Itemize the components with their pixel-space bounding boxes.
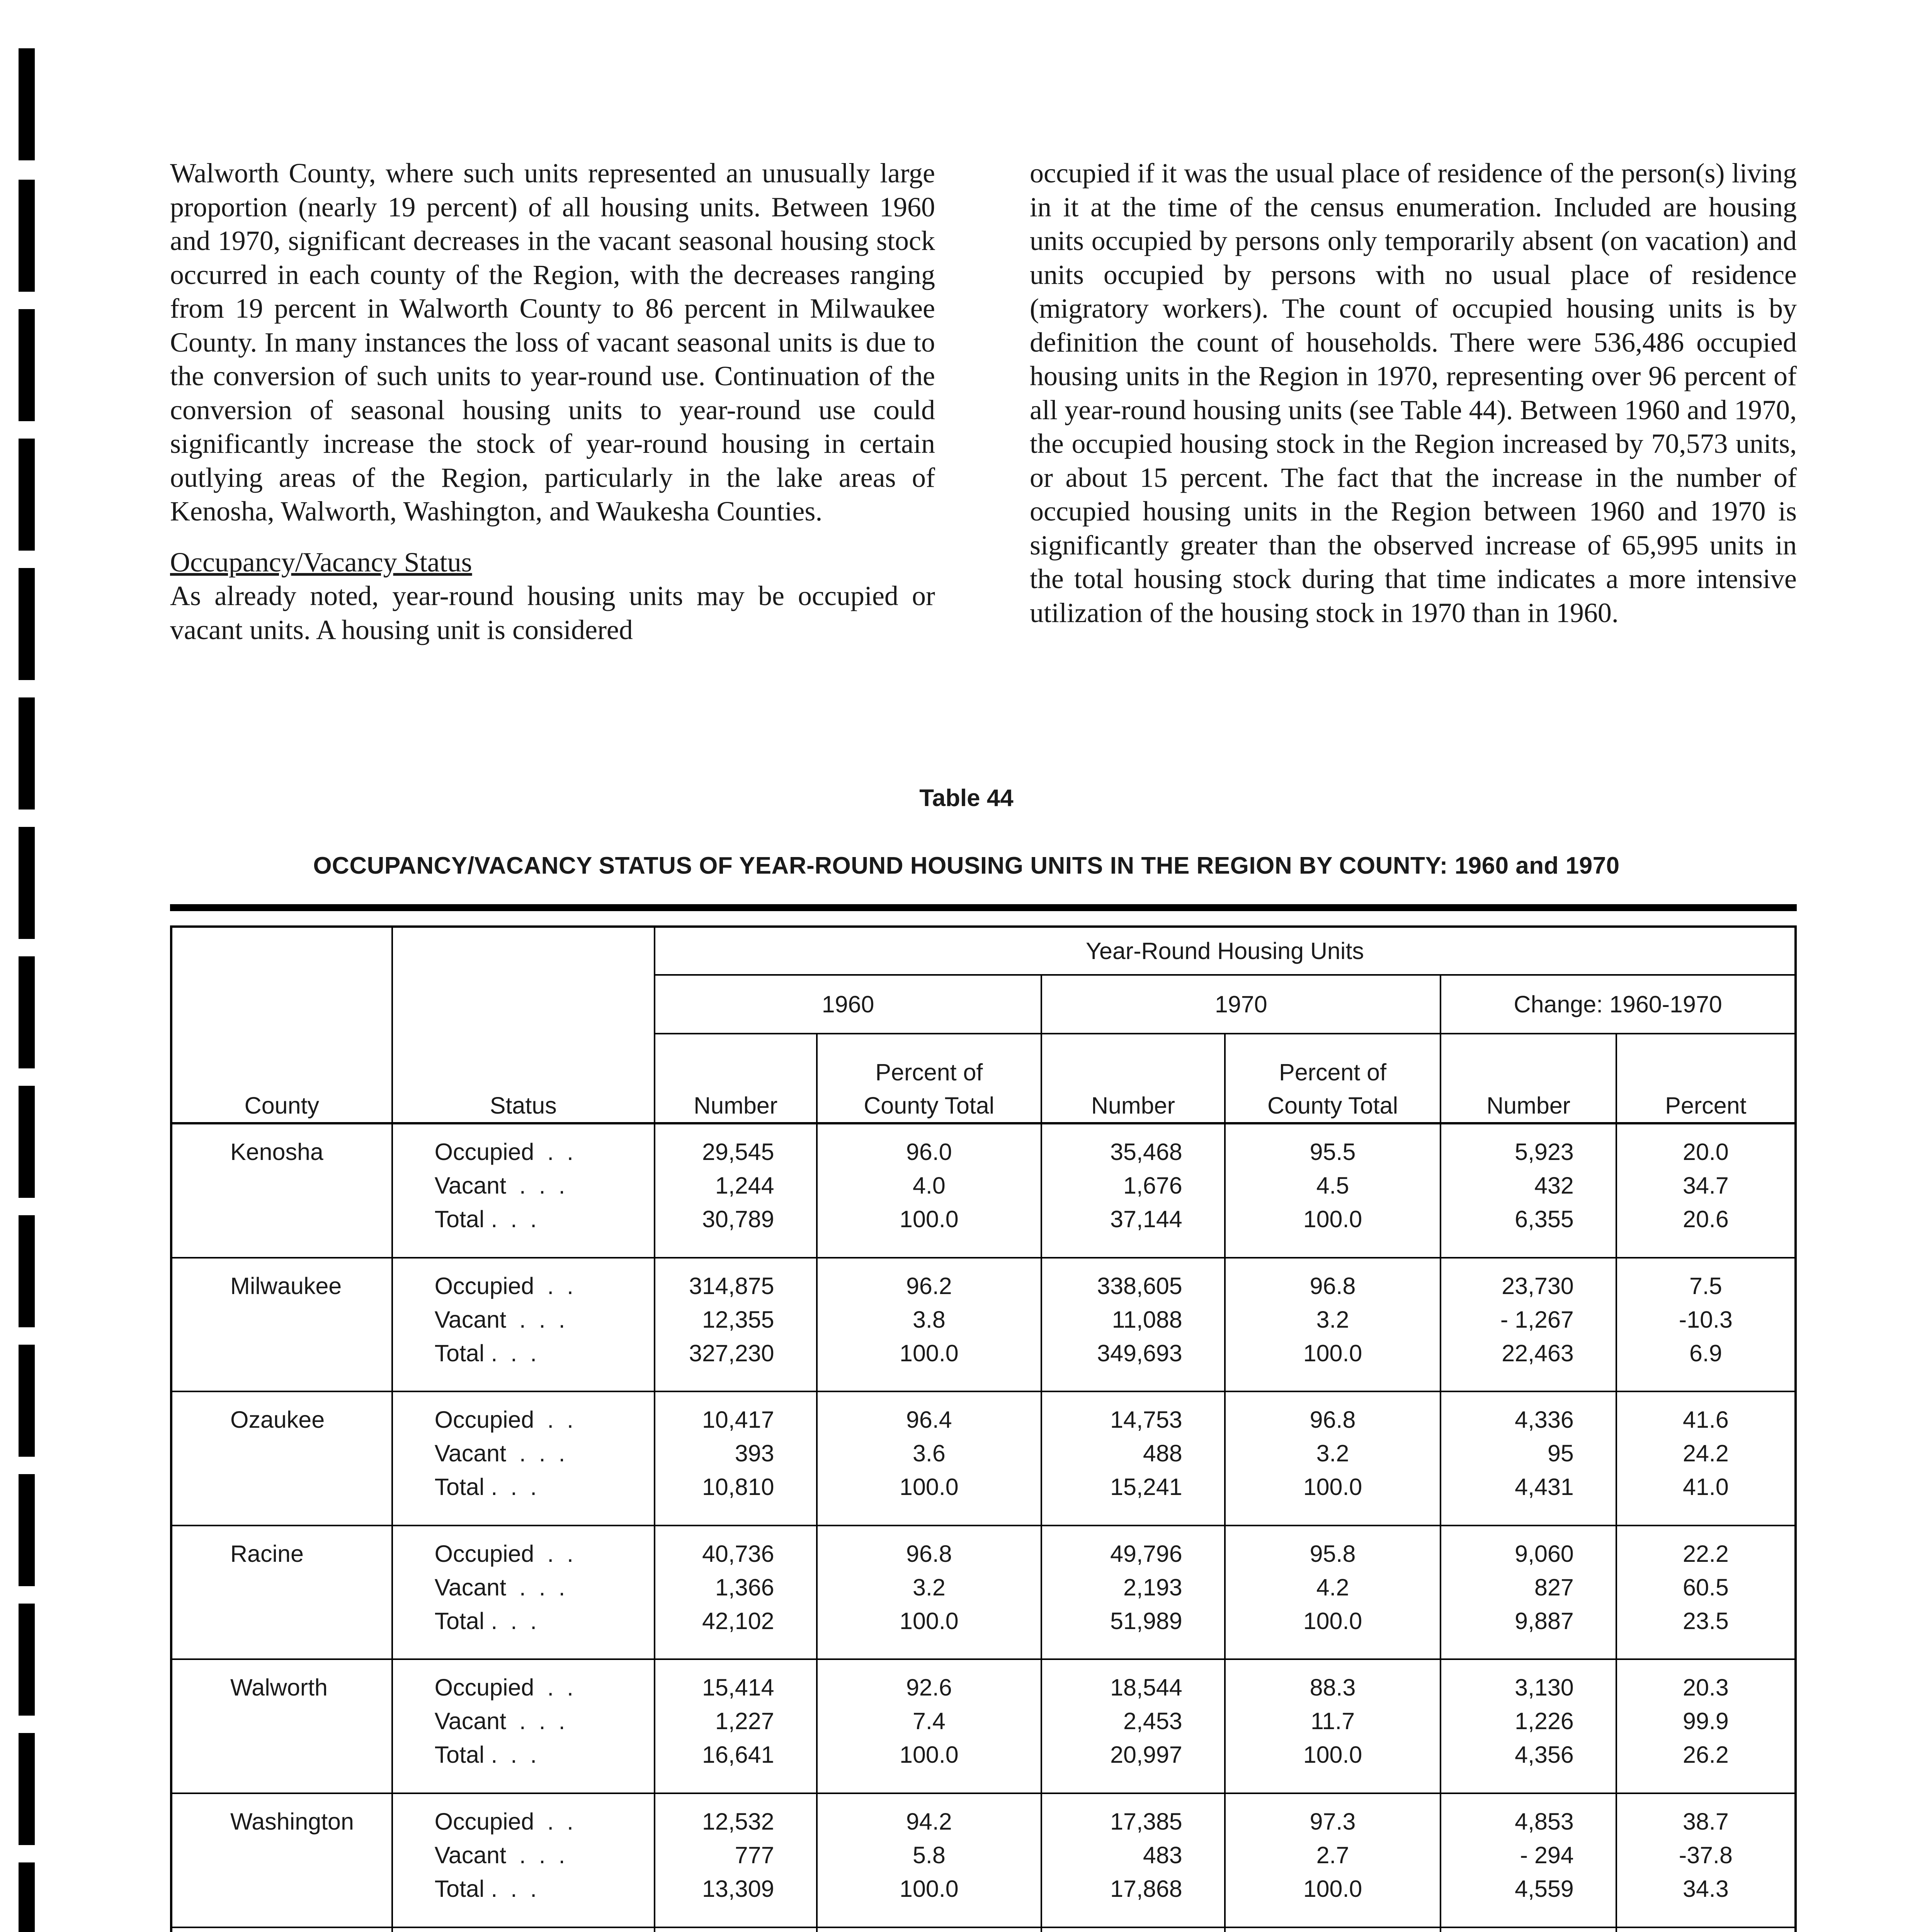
- binding-mark: [19, 568, 35, 680]
- header-percent-1970: [1225, 1034, 1441, 1123]
- value-cell-n1970: [1041, 1927, 1225, 1932]
- cell-value: 1,366: [715, 1574, 774, 1600]
- value-cell-cn: [1440, 1793, 1616, 1927]
- cell-value: 16,641: [702, 1742, 774, 1768]
- binding-mark: [19, 956, 35, 1068]
- cell-value: 6.9: [1689, 1340, 1722, 1366]
- status-label: Total . . .: [434, 1474, 537, 1500]
- cell-value: 100.0: [1303, 1876, 1362, 1902]
- status-label: Vacant . . .: [434, 1708, 565, 1735]
- cell-value: - 1,267: [1500, 1306, 1574, 1333]
- body-paragraph: occupied if it was the usual place of residence of the person(s) living in it at the time of the census enumeration. Included are housing units occupied by persons only temporarily absent (on vacation) and units occupied by persons with no usual place of residence (migratory workers). The count of occupied housing units is by definition the count of households. There were 536,486 occupied housing units in the Region in 1970, representing over 96 percent of all year-round housing units (see Table 44). Between 1960 and 1970, the occupied housing stock in the Region increased by 70,573 units, or about 15 percent. The fact that the increase in the number of occupied housing units in the Region between 1960 and 1970 is significantly greater than the observed increase of 65,995 units in the total housing stock during that time indicates a more intensive utilization of the housing stock in 1970 than in 1960.: [1030, 158, 1797, 628]
- cell-value: 100.0: [1303, 1206, 1362, 1232]
- cell-value: 20.6: [1683, 1206, 1729, 1232]
- value-cell-p1960: [817, 1391, 1042, 1526]
- cell-value: 4.2: [1316, 1574, 1349, 1600]
- header-percent-line2: County Total: [864, 1092, 995, 1119]
- binding-mark: [19, 1086, 35, 1198]
- status-label: Occupied . .: [434, 1406, 574, 1433]
- status-label: Vacant . . .: [434, 1306, 565, 1333]
- cell-value: -37.8: [1679, 1842, 1733, 1869]
- value-cell-p1960: [817, 1793, 1042, 1927]
- header-status: Status: [392, 1034, 655, 1123]
- cell-value: 23,730: [1502, 1272, 1574, 1299]
- value-cell-n1970: [1041, 1391, 1225, 1526]
- binding-mark: [19, 1215, 35, 1327]
- status-label: Total . . .: [434, 1607, 537, 1634]
- cell-value: - 294: [1520, 1842, 1574, 1869]
- cell-value: 20,997: [1110, 1742, 1182, 1768]
- status-label: Occupied . .: [434, 1272, 574, 1299]
- cell-value: 37,144: [1110, 1206, 1182, 1232]
- cell-value: 49,796: [1110, 1540, 1182, 1567]
- cell-value: 3.2: [1316, 1306, 1349, 1333]
- table-title: OCCUPANCY/VACANCY STATUS OF YEAR-ROUND HOUSING UNITS IN THE REGION BY COUNTY: 1960 and 1970: [313, 852, 1620, 879]
- status-cell: [392, 1793, 655, 1927]
- cell-value: 24.2: [1683, 1440, 1729, 1467]
- binding-mark: [19, 439, 35, 551]
- cell-value: 4.5: [1316, 1172, 1349, 1199]
- binding-mark: [19, 1345, 35, 1457]
- status-label: Total . . .: [434, 1742, 537, 1768]
- value-cell-n1960: [655, 1391, 817, 1526]
- value-cell-cp: [1616, 1659, 1796, 1793]
- cell-value: 22,463: [1502, 1340, 1574, 1366]
- value-cell-cp: [1616, 1793, 1796, 1927]
- left-text-column: [170, 156, 935, 647]
- cell-value: 22.2: [1683, 1540, 1729, 1567]
- binding-mark: [19, 827, 35, 939]
- header-blank: [171, 975, 392, 1034]
- cell-value: 5.8: [912, 1842, 946, 1869]
- cell-value: 327,230: [689, 1340, 774, 1366]
- cell-value: 40,736: [702, 1540, 774, 1567]
- value-cell-p1960: [817, 1659, 1042, 1793]
- value-cell-cp: [1616, 1391, 1796, 1526]
- header-percent-line1: Percent of: [875, 1059, 983, 1085]
- value-cell-n1960: [655, 1793, 817, 1927]
- binding-mark: [19, 180, 35, 292]
- county-name: Racine: [171, 1526, 392, 1660]
- value-cell-p1960: [817, 1123, 1042, 1258]
- value-cell-cp: [1616, 1123, 1796, 1258]
- value-cell-p1970: [1225, 1927, 1441, 1932]
- cell-value: 3.2: [912, 1574, 946, 1600]
- cell-value: 777: [735, 1842, 774, 1869]
- cell-value: 12,355: [702, 1306, 774, 1333]
- value-cell-cp: [1616, 1526, 1796, 1660]
- header-percent-1960: [817, 1034, 1042, 1123]
- cell-value: 99.9: [1683, 1708, 1729, 1735]
- cell-value: 100.0: [900, 1340, 959, 1366]
- binding-mark: [19, 1862, 35, 1932]
- value-cell-cn: [1440, 1123, 1616, 1258]
- cell-value: 100.0: [900, 1607, 959, 1634]
- table-row: [171, 1927, 1796, 1932]
- binding-mark: [19, 1733, 35, 1845]
- value-cell-p1960: [817, 1927, 1042, 1932]
- value-cell-p1970: [1225, 1526, 1441, 1660]
- cell-value: 10,417: [702, 1406, 774, 1433]
- binding-mark: [19, 1604, 35, 1716]
- value-cell-n1960: [655, 1258, 817, 1392]
- county-name: Ozaukee: [171, 1391, 392, 1526]
- status-cell: [392, 1927, 655, 1932]
- status-cell: [392, 1391, 655, 1526]
- value-cell-n1960: [655, 1659, 817, 1793]
- county-name: [171, 1927, 392, 1932]
- cell-value: 96.8: [1310, 1406, 1356, 1433]
- table-top-rule: [170, 904, 1797, 911]
- status-label: Total . . .: [434, 1876, 537, 1902]
- header-percent-line1: Percent of: [1279, 1059, 1387, 1085]
- cell-value: 432: [1534, 1172, 1574, 1199]
- header-1960: 1960: [655, 975, 1041, 1034]
- status-cell: [392, 1659, 655, 1793]
- cell-value: 488: [1143, 1440, 1182, 1467]
- status-label: Vacant . . .: [434, 1842, 565, 1869]
- cell-value: 1,244: [715, 1172, 774, 1199]
- cell-value: 7.4: [912, 1708, 946, 1735]
- status-cell: [392, 1526, 655, 1660]
- cell-value: 29,545: [702, 1139, 774, 1165]
- cell-value: 35,468: [1110, 1139, 1182, 1165]
- cell-value: 34.7: [1683, 1172, 1729, 1199]
- cell-value: 100.0: [1303, 1742, 1362, 1768]
- county-name: Washington: [171, 1793, 392, 1927]
- status-label: Vacant . . .: [434, 1574, 565, 1600]
- cell-value: 100.0: [1303, 1340, 1362, 1366]
- table-row: [171, 1526, 1796, 1660]
- cell-value: 17,868: [1110, 1876, 1182, 1902]
- cell-value: 88.3: [1310, 1674, 1356, 1701]
- cell-value: 34.3: [1683, 1876, 1729, 1902]
- value-cell-cn: [1440, 1526, 1616, 1660]
- section-subheading: Occupancy/Vacancy Status: [170, 546, 472, 578]
- value-cell-cn: [1440, 1659, 1616, 1793]
- header-percent-change: Percent: [1616, 1034, 1796, 1123]
- value-cell-n1960: [655, 1123, 817, 1258]
- cell-value: 96.4: [906, 1406, 952, 1433]
- value-cell-n1970: [1041, 1123, 1225, 1258]
- cell-value: 96.0: [906, 1139, 952, 1165]
- cell-value: 38.7: [1683, 1808, 1729, 1835]
- housing-units-table: [170, 925, 1797, 1932]
- cell-value: 20.3: [1683, 1674, 1729, 1701]
- cell-value: 9,887: [1515, 1607, 1574, 1634]
- cell-value: 95.8: [1310, 1540, 1356, 1567]
- cell-value: 96.8: [1310, 1272, 1356, 1299]
- cell-value: 23.5: [1683, 1607, 1729, 1634]
- cell-value: 483: [1143, 1842, 1182, 1869]
- cell-value: 15,414: [702, 1674, 774, 1701]
- cell-value: 14,753: [1110, 1406, 1182, 1433]
- value-cell-n1970: [1041, 1526, 1225, 1660]
- cell-value: 13,309: [702, 1876, 774, 1902]
- header-year-round-housing-units: Year-Round Housing Units: [655, 927, 1796, 975]
- value-cell-cp: [1616, 1258, 1796, 1392]
- cell-value: 4,336: [1515, 1406, 1574, 1433]
- status-label: Vacant . . .: [434, 1172, 565, 1199]
- cell-value: -10.3: [1679, 1306, 1733, 1333]
- binding-mark: [19, 309, 35, 421]
- value-cell-n1970: [1041, 1793, 1225, 1927]
- cell-value: 1,226: [1515, 1708, 1574, 1735]
- value-cell-p1970: [1225, 1793, 1441, 1927]
- county-name: Kenosha: [171, 1123, 392, 1258]
- cell-value: 11,088: [1112, 1306, 1182, 1333]
- header-blank: [392, 927, 655, 975]
- cell-value: 393: [735, 1440, 774, 1467]
- header-number-change: Number: [1440, 1034, 1616, 1123]
- right-text-column: [1030, 156, 1797, 630]
- cell-value: 15,241: [1110, 1474, 1182, 1500]
- table-row: [171, 1391, 1796, 1526]
- cell-value: 349,693: [1097, 1340, 1182, 1366]
- status-cell: [392, 1258, 655, 1392]
- status-label: Total . . .: [434, 1340, 537, 1366]
- header-change: Change: 1960-1970: [1440, 975, 1796, 1034]
- cell-value: 12,532: [702, 1808, 774, 1835]
- value-cell-p1970: [1225, 1258, 1441, 1392]
- header-county: County: [171, 1034, 392, 1123]
- cell-value: 3.2: [1316, 1440, 1349, 1467]
- value-cell-n1960: [655, 1927, 817, 1932]
- cell-value: 1,227: [715, 1708, 774, 1735]
- cell-value: 827: [1534, 1574, 1574, 1600]
- county-name: Walworth: [171, 1659, 392, 1793]
- cell-value: 42,102: [702, 1607, 774, 1634]
- cell-value: 314,875: [689, 1272, 774, 1299]
- county-name: Milwaukee: [171, 1258, 392, 1392]
- value-cell-cn: [1440, 1927, 1616, 1932]
- cell-value: 100.0: [1303, 1607, 1362, 1634]
- cell-value: 10,810: [702, 1474, 774, 1500]
- cell-value: 4,431: [1515, 1474, 1574, 1500]
- table-row: [171, 1659, 1796, 1793]
- table-row: [171, 1258, 1796, 1392]
- cell-value: 95: [1547, 1440, 1574, 1467]
- cell-value: 11.7: [1310, 1708, 1355, 1735]
- cell-value: 26.2: [1683, 1742, 1729, 1768]
- table-number: Table 44: [919, 785, 1014, 811]
- cell-value: 4,559: [1515, 1876, 1574, 1902]
- cell-value: 2,193: [1123, 1574, 1182, 1600]
- cell-value: 9,060: [1515, 1540, 1574, 1567]
- body-paragraph: As already noted, year-round housing units may be occupied or vacant units. A housing unit is considered: [170, 580, 935, 645]
- cell-value: 2.7: [1316, 1842, 1349, 1869]
- status-label: Vacant . . .: [434, 1440, 565, 1467]
- cell-value: 3.8: [912, 1306, 946, 1333]
- cell-value: 96.2: [906, 1272, 952, 1299]
- cell-value: 100.0: [900, 1474, 959, 1500]
- cell-value: 100.0: [900, 1206, 959, 1232]
- value-cell-p1970: [1225, 1123, 1441, 1258]
- cell-value: 3.6: [912, 1440, 946, 1467]
- cell-value: 30,789: [702, 1206, 774, 1232]
- cell-value: 60.5: [1683, 1574, 1729, 1600]
- status-label: Occupied . .: [434, 1808, 574, 1835]
- value-cell-cn: [1440, 1391, 1616, 1526]
- cell-value: 338,605: [1097, 1272, 1182, 1299]
- header-blank: [392, 975, 655, 1034]
- header-1970: 1970: [1041, 975, 1440, 1034]
- cell-value: 94.2: [906, 1808, 952, 1835]
- header-number-1960: Number: [655, 1034, 817, 1123]
- value-cell-cp: [1616, 1927, 1796, 1932]
- binding-marks: [19, 0, 38, 1932]
- cell-value: 92.6: [906, 1674, 952, 1701]
- value-cell-p1960: [817, 1258, 1042, 1392]
- cell-value: 51,989: [1110, 1607, 1182, 1634]
- status-cell: [392, 1123, 655, 1258]
- cell-value: 100.0: [1303, 1474, 1362, 1500]
- cell-value: 5,923: [1515, 1139, 1574, 1165]
- binding-mark: [19, 48, 35, 160]
- status-label: Occupied . .: [434, 1139, 574, 1165]
- cell-value: 4,356: [1515, 1742, 1574, 1768]
- header-blank: [171, 927, 392, 975]
- cell-value: 4.0: [912, 1172, 946, 1199]
- cell-value: 95.5: [1310, 1139, 1356, 1165]
- table-row: [171, 1123, 1796, 1258]
- cell-value: 41.0: [1683, 1474, 1729, 1500]
- value-cell-p1970: [1225, 1391, 1441, 1526]
- status-label: Occupied . .: [434, 1540, 574, 1567]
- cell-value: 3,130: [1515, 1674, 1574, 1701]
- value-cell-p1970: [1225, 1659, 1441, 1793]
- cell-value: 1,676: [1123, 1172, 1182, 1199]
- header-number-1970: Number: [1041, 1034, 1225, 1123]
- value-cell-n1960: [655, 1526, 817, 1660]
- value-cell-n1970: [1041, 1258, 1225, 1392]
- cell-value: 20.0: [1683, 1139, 1729, 1165]
- status-label: Occupied . .: [434, 1674, 574, 1701]
- table-row: [171, 1793, 1796, 1927]
- cell-value: 18,544: [1110, 1674, 1182, 1701]
- cell-value: 2,453: [1123, 1708, 1182, 1735]
- cell-value: 97.3: [1310, 1808, 1356, 1835]
- header-percent-line2: County Total: [1267, 1092, 1398, 1119]
- value-cell-p1960: [817, 1526, 1042, 1660]
- cell-value: 4,853: [1515, 1808, 1574, 1835]
- cell-value: 100.0: [900, 1876, 959, 1902]
- binding-mark: [19, 1474, 35, 1586]
- value-cell-n1970: [1041, 1659, 1225, 1793]
- cell-value: 17,385: [1110, 1808, 1182, 1835]
- cell-value: 6,355: [1515, 1206, 1574, 1232]
- cell-value: 7.5: [1689, 1272, 1722, 1299]
- status-label: Total . . .: [434, 1206, 537, 1232]
- cell-value: 96.8: [906, 1540, 952, 1567]
- cell-value: 41.6: [1683, 1406, 1729, 1433]
- value-cell-cn: [1440, 1258, 1616, 1392]
- cell-value: 100.0: [900, 1742, 959, 1768]
- body-paragraph: Walworth County, where such units represented an unusually large proportion (nearly 19 percent) of all housing units. Between 1960 and 1970, significant decreases in the vacant seasonal housing stock occurred in each county of the Region, with the decreases ranging from 19 percent in Walworth County to 86 percent in Milwaukee County. In many instances the loss of vacant seasonal units is due to the conversion of such units to year-round use. Continuation of the conversion of seasonal housing units to year-round use could significantly increase the stock of year-round housing in certain outlying areas of the Region, particularly in the lake areas of Kenosha, Walworth, Washington, and Waukesha Counties.: [170, 158, 935, 527]
